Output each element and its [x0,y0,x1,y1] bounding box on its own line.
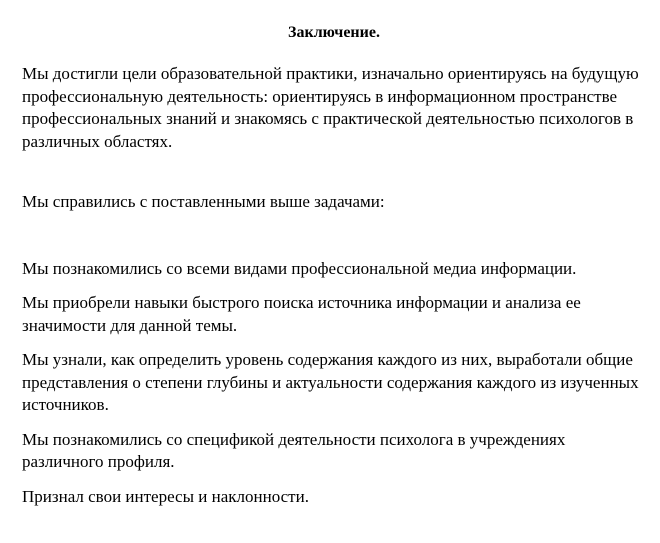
conclusion-item-interests: Признал свои интересы и наклонности. [22,486,309,506]
conclusion-item-search-skills: Мы приобрели навыки быстрого поиска источника информации и анализа ее значимости для данной темы. [22,293,581,335]
intro-paragraph: Мы достигли цели образовательной практики, изначально ориентируясь на будущую профессиональную деятельность: ориентируясь в информационном пространстве профессиональных знаний и знакомясь с практической деятельностью психологов в различных областях. [22,64,639,151]
document-title: Заключение. [288,24,380,41]
conclusion-item-psychologist-specifics: Мы познакомились со спецификой деятельности психолога в учреждениях различного профиля. [22,429,566,471]
conclusion-item-content-level: Мы узнали, как определить уровень содержания каждого из них, выработали общие представления о степени глубины и актуальности содержания каждого из изученных источников. [22,350,639,414]
tasks-heading: Мы справились с поставленными выше задачами: [22,192,385,211]
conclusion-item-media: Мы познакомились со всеми видами профессиональной медиа информации. [22,258,577,278]
